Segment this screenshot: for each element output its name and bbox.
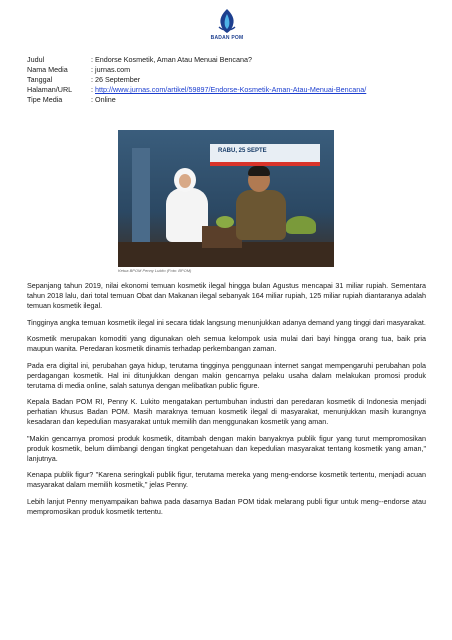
badan-pom-logo: [209, 8, 245, 41]
meta-value: [91, 85, 427, 95]
article-url-link[interactable]: http://www.jurnas.com/artikel/59897/Endorse-Kosmetik-Aman-Atau-Menuai-Bencana/: [95, 85, 367, 94]
photo-plant: [216, 216, 234, 228]
meta-value: : jurnas.com: [91, 65, 131, 74]
meta-label: Judul: [27, 55, 45, 64]
meta-label: Halaman/URL: [27, 85, 73, 94]
meta-row-type: [27, 95, 427, 105]
article-photo: [118, 130, 334, 267]
meta-label: Tipe Media: [27, 95, 63, 104]
meta-row-url: [27, 85, 427, 95]
meta-value: : Endorse Kosmetik, Aman Atau Menuai Bencana?: [91, 55, 253, 64]
paragraph: Sepanjang tahun 2019, nilai ekonomi temuan kosmetik ilegal hingga bulan Agustus mencapai 31 miliar rupiah. Sementara tahun 2018 lalu, dari total temuan Obat dan Makanan ilegal sebanyak 164 miliar rupiah, 125 miliar rupiah diantaranya adalah temuan kosmetik ilegal.: [27, 281, 426, 310]
meta-row-title: [27, 55, 427, 65]
article-body: [27, 281, 426, 523]
bpom-emblem-icon: [215, 8, 239, 34]
meta-label: Tanggal: [27, 75, 53, 84]
meta-value: : Online: [91, 95, 116, 104]
photo-caption: Ketua BPOM Penny Lukito (Foto: BPOM): [118, 268, 192, 273]
logo-text: BADAN POM: [210, 35, 244, 41]
photo-banner-text: RABU, 25 SEPTE: [218, 148, 267, 154]
paragraph: Kosmetik merupakan komoditi yang digunakan oleh semua kelompok usia mulai dari bayi hingga orang tua, baik pria maupun wanita. Peredaran kosmetik dinamis terhadap perkembangan zaman.: [27, 334, 426, 353]
paragraph: Tingginya angka temuan kosmetik ilegal ini secara tidak langsung menunjukkan adanya demand yang tinggi dari masyarakat.: [27, 317, 426, 327]
paragraph: Kepala Badan POM RI, Penny K. Lukito mengatakan pertumbuhan industri dan peredaran kosmetik di Indonesia menjadi perhatian khusus Badan POM. Masih maraknya temuan kosmetik ilegal di masyarakat, menunjukkan masih kurangnya kesadaran dan kepedulian masyarakat untuk memilih dan menggunakan kosmetik yang aman.: [27, 397, 426, 426]
photo-banner-stripe: [210, 162, 320, 166]
meta-row-date: [27, 75, 427, 85]
paragraph: Kenapa publik figur? "Karena seringkali publik figur, terutama mereka yang meng-endorse kosmetik tertentu, menjadi acuan masyarakat dalam memilih kosmetik," jelas Penny.: [27, 470, 426, 489]
photo-speaker-woman-face: [179, 174, 191, 188]
photo-pillar: [132, 148, 150, 244]
paragraph: Pada era digital ini, perubahan gaya hidup, terutama tingginya penggunaan internet sangat mempengaruhi perubahan pola perdagangan kosmetik. Hal ini ditunjukkan dengan makin gencarnya pelaku usaha dalam melakukan promosi produk terutama di media online, salah satunya dengan melibatkan public figure.: [27, 360, 426, 390]
photo-speaker-man: [236, 190, 286, 240]
paragraph: Lebih lanjut Penny menyampaikan bahwa pada dasarnya Badan POM tidak melarang publi figur untuk meng--endorse atau mempromosikan produk kosmetik tertentu.: [27, 496, 426, 516]
paragraph: "Makin gencarnya promosi produk kosmetik, ditambah dengan makin banyaknya publik figur yang turut mempromosikan produk kosmetik, belum diimbangi dengan tingkat pengetahuan dan kepedulian masyarakat tentang kosmetik yang aman," lanjutnya.: [27, 433, 426, 463]
photo-plant: [286, 216, 316, 234]
meta-value: : 26 September: [91, 75, 141, 84]
meta-prefix: :: [91, 85, 95, 94]
meta-row-media: [27, 65, 427, 75]
article-metadata: [27, 55, 427, 105]
photo-speaker-man-hair: [248, 166, 270, 176]
meta-label: Nama Media: [27, 65, 68, 74]
